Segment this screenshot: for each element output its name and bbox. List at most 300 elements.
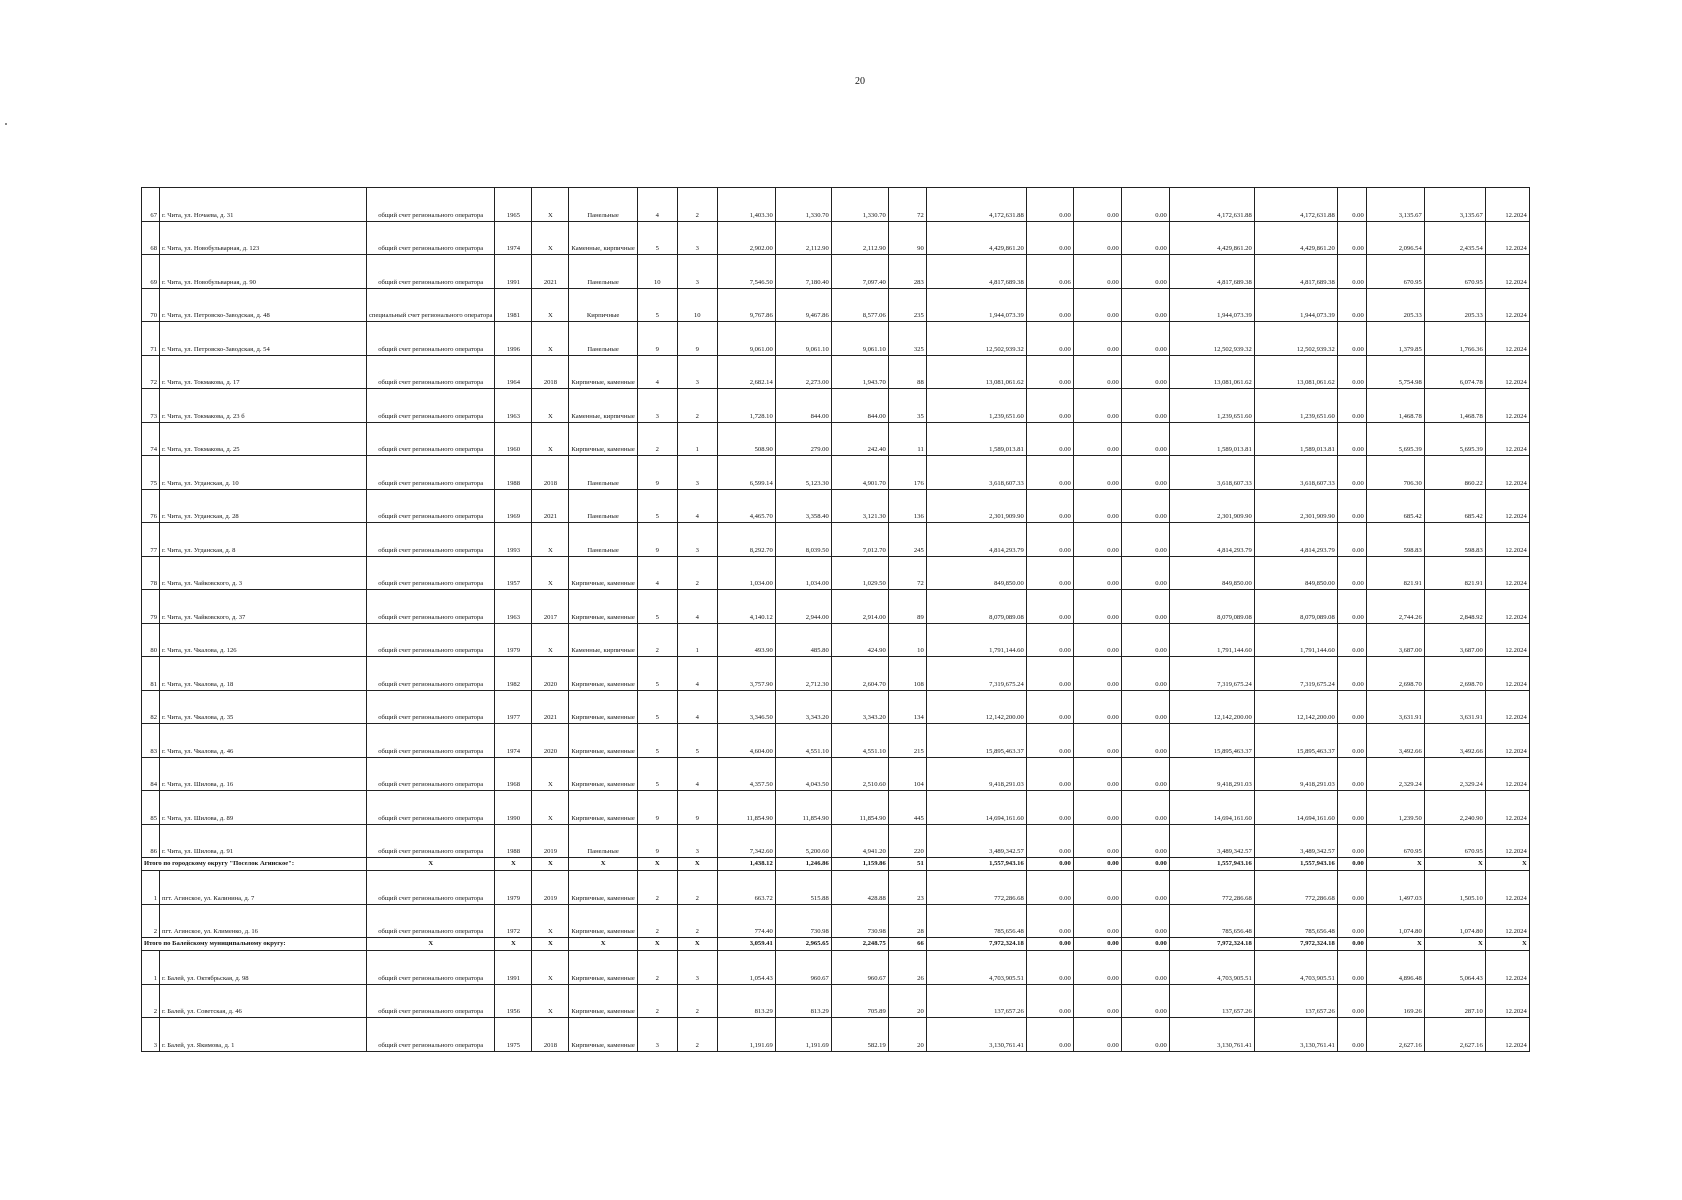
- cell-municipal-funds: 0.00: [1121, 422, 1169, 456]
- cell-municipal-funds: 0.00: [1121, 590, 1169, 624]
- cell-unit-cost: 3,631.91: [1366, 690, 1424, 724]
- cell-total-cost: 2,301,909.90: [926, 489, 1026, 523]
- cell-floors: 10: [637, 255, 677, 289]
- cell-completion-date: 12.2024: [1485, 288, 1529, 322]
- cell-row-number: 72: [142, 355, 160, 389]
- cell-federal-funds: 0.00: [1026, 188, 1073, 222]
- cell-owners-funds: 4,817,689.38: [1169, 255, 1254, 289]
- cell-regional-funds: 0.00: [1073, 188, 1121, 222]
- cell-municipal-funds: 0.00: [1121, 724, 1169, 758]
- cell-other-funds: 0.00: [1337, 1018, 1366, 1052]
- cell-federal-funds: 0.00: [1026, 657, 1073, 691]
- cell-entrances: X: [677, 938, 717, 951]
- cell-total-area: 7,342.60: [717, 824, 775, 858]
- cell-living-area: 2,712.30: [775, 657, 831, 691]
- cell-private-area: 844.00: [831, 389, 888, 423]
- cell-owners-funds-total: 9,418,291.03: [1254, 757, 1337, 791]
- cell-entrances: 4: [677, 690, 717, 724]
- cell-entrances: 3: [677, 951, 717, 985]
- cell-wall-material: Кирпичные, каменные: [569, 904, 637, 938]
- cell-account-type: общий счет регионального оператора: [367, 623, 495, 657]
- cell-entrances: 2: [677, 556, 717, 590]
- cell-total-cost: 1,239,651.60: [926, 389, 1026, 423]
- cell-address: г. Чита, ул. Чкалова, д. 35: [160, 690, 367, 724]
- cell-entrances: 3: [677, 221, 717, 255]
- cell-total-cost: 1,944,073.39: [926, 288, 1026, 322]
- cell-total-cost: 7,319,675.24: [926, 657, 1026, 691]
- cell-unit-cost-limit: 1,468.78: [1424, 389, 1485, 423]
- cell-owners-funds: 9,418,291.03: [1169, 757, 1254, 791]
- table-row: [142, 757, 1530, 791]
- cell-year-last-overhaul: X: [532, 389, 569, 423]
- cell-federal-funds: 0.00: [1026, 824, 1073, 858]
- cell-regional-funds: 0.00: [1073, 984, 1121, 1018]
- cell-wall-material: Кирпичные, каменные: [569, 791, 637, 825]
- cell-address: г. Балей, ул. Советская, д. 46: [160, 984, 367, 1018]
- cell-federal-funds: 0.00: [1026, 1018, 1073, 1052]
- cell-unit-cost: 821.91: [1366, 556, 1424, 590]
- cell-wall-material: Кирпичные, каменные: [569, 757, 637, 791]
- cell-address: пгт. Агинское, ул. Калинина, д. 7: [160, 871, 367, 905]
- cell-residents: 10: [888, 623, 926, 657]
- register-table-wrapper: [141, 187, 1530, 1052]
- cell-row-number: 68: [142, 221, 160, 255]
- cell-residents: 176: [888, 456, 926, 490]
- cell-floors: 4: [637, 556, 677, 590]
- cell-owners-funds-total: 137,657.26: [1254, 984, 1337, 1018]
- cell-completion-date: 12.2024: [1485, 824, 1529, 858]
- cell-entrances: 4: [677, 489, 717, 523]
- cell-owners-funds-total: 4,429,861.20: [1254, 221, 1337, 255]
- cell-row-number: 81: [142, 657, 160, 691]
- cell-living-area: 1,191.69: [775, 1018, 831, 1052]
- cell-federal-funds: 0.00: [1026, 757, 1073, 791]
- cell-address: г. Чита, ул. Угданская, д. 8: [160, 523, 367, 557]
- cell-total-cost: 849,850.00: [926, 556, 1026, 590]
- cell-residents: 66: [888, 938, 926, 951]
- cell-federal-funds: 0.00: [1026, 590, 1073, 624]
- cell-year-built: 1969: [495, 489, 532, 523]
- cell-address: г. Чита, ул. Шилова, д. 89: [160, 791, 367, 825]
- cell-wall-material: Кирпичные, каменные: [569, 724, 637, 758]
- cell-wall-material: Кирпичные, каменные: [569, 690, 637, 724]
- cell-residents: 72: [888, 556, 926, 590]
- cell-account-type: общий счет регионального оператора: [367, 951, 495, 985]
- cell-total-area: 2,902.00: [717, 221, 775, 255]
- cell-regional-funds: 0.00: [1073, 757, 1121, 791]
- cell-completion-date: 12.2024: [1485, 951, 1529, 985]
- table-row: [142, 355, 1530, 389]
- cell-year-last-overhaul: 2018: [532, 1018, 569, 1052]
- cell-residents: 20: [888, 1018, 926, 1052]
- cell-private-area: 4,941.20: [831, 824, 888, 858]
- scan-speck: [5, 123, 7, 125]
- cell-total-area: 9,767.86: [717, 288, 775, 322]
- cell-total-area: 4,357.50: [717, 757, 775, 791]
- cell-federal-funds: 0.00: [1026, 556, 1073, 590]
- cell-owners-funds: 12,142,200.00: [1169, 690, 1254, 724]
- cell-total-cost: 13,081,061.62: [926, 355, 1026, 389]
- register-table: [141, 187, 1530, 1052]
- cell-row-number: 82: [142, 690, 160, 724]
- cell-year-built: 1988: [495, 824, 532, 858]
- cell-owners-funds-total: 7,319,675.24: [1254, 657, 1337, 691]
- cell-year-built: 1981: [495, 288, 532, 322]
- cell-total-cost: 3,489,342.57: [926, 824, 1026, 858]
- cell-private-area: 960.67: [831, 951, 888, 985]
- table-row: [142, 984, 1530, 1018]
- cell-private-area: 1,029.50: [831, 556, 888, 590]
- cell-municipal-funds: 0.00: [1121, 188, 1169, 222]
- cell-unit-cost-limit: 1,766.36: [1424, 322, 1485, 356]
- cell-row-number: 70: [142, 288, 160, 322]
- cell-total-area: 3,346.50: [717, 690, 775, 724]
- cell-residents: 90: [888, 221, 926, 255]
- cell-private-area: 1,330.70: [831, 188, 888, 222]
- cell-completion-date: 12.2024: [1485, 188, 1529, 222]
- cell-account-type: общий счет регионального оператора: [367, 871, 495, 905]
- cell-owners-funds-total: 1,944,073.39: [1254, 288, 1337, 322]
- cell-total-area: 4,604.00: [717, 724, 775, 758]
- cell-row-number: 74: [142, 422, 160, 456]
- cell-completion-date: 12.2024: [1485, 389, 1529, 423]
- cell-unit-cost: 3,492.66: [1366, 724, 1424, 758]
- cell-unit-cost-limit: 5,064.43: [1424, 951, 1485, 985]
- cell-year-built: 1957: [495, 556, 532, 590]
- cell-account-type: общий счет регионального оператора: [367, 523, 495, 557]
- cell-floors: 4: [637, 355, 677, 389]
- cell-total-cost: 4,429,861.20: [926, 221, 1026, 255]
- cell-living-area: 730.98: [775, 904, 831, 938]
- cell-account-type: общий счет регионального оператора: [367, 824, 495, 858]
- cell-living-area: 485.80: [775, 623, 831, 657]
- cell-account-type: X: [367, 938, 495, 951]
- cell-total-cost: 14,694,161.60: [926, 791, 1026, 825]
- cell-living-area: 960.67: [775, 951, 831, 985]
- cell-regional-funds: 0.00: [1073, 556, 1121, 590]
- cell-entrances: 4: [677, 757, 717, 791]
- cell-owners-funds: 1,557,943.16: [1169, 858, 1254, 871]
- cell-unit-cost: 3,135.67: [1366, 188, 1424, 222]
- cell-total-area: 1,054.43: [717, 951, 775, 985]
- cell-completion-date: 12.2024: [1485, 523, 1529, 557]
- cell-residents: 215: [888, 724, 926, 758]
- cell-unit-cost-limit: 685.42: [1424, 489, 1485, 523]
- cell-wall-material: Кирпичные, каменные: [569, 984, 637, 1018]
- cell-year-built: 1991: [495, 951, 532, 985]
- cell-owners-funds-total: 4,814,293.79: [1254, 523, 1337, 557]
- cell-residents: 220: [888, 824, 926, 858]
- cell-wall-material: Кирпичные, каменные: [569, 590, 637, 624]
- cell-owners-funds-total: 785,656.48: [1254, 904, 1337, 938]
- cell-total-area: 813.29: [717, 984, 775, 1018]
- cell-residents: 325: [888, 322, 926, 356]
- cell-account-type: общий счет регионального оператора: [367, 590, 495, 624]
- cell-row-number: 80: [142, 623, 160, 657]
- cell-municipal-funds: 0.00: [1121, 288, 1169, 322]
- cell-owners-funds-total: 849,850.00: [1254, 556, 1337, 590]
- cell-owners-funds: 7,972,324.18: [1169, 938, 1254, 951]
- cell-residents: 245: [888, 523, 926, 557]
- cell-completion-date: 12.2024: [1485, 871, 1529, 905]
- cell-other-funds: 0.00: [1337, 951, 1366, 985]
- cell-private-area: 2,914.00: [831, 590, 888, 624]
- cell-owners-funds: 3,618,607.33: [1169, 456, 1254, 490]
- cell-municipal-funds: 0.00: [1121, 355, 1169, 389]
- cell-entrances: 1: [677, 422, 717, 456]
- cell-row-number: 78: [142, 556, 160, 590]
- cell-federal-funds: 0.00: [1026, 690, 1073, 724]
- cell-account-type: общий счет регионального оператора: [367, 255, 495, 289]
- cell-year-built: 1974: [495, 221, 532, 255]
- cell-completion-date: 12.2024: [1485, 456, 1529, 490]
- cell-entrances: 3: [677, 355, 717, 389]
- cell-total-cost: 7,972,324.18: [926, 938, 1026, 951]
- cell-unit-cost: 670.95: [1366, 824, 1424, 858]
- cell-living-area: 2,112.90: [775, 221, 831, 255]
- cell-municipal-funds: 0.00: [1121, 791, 1169, 825]
- cell-municipal-funds: 0.00: [1121, 871, 1169, 905]
- cell-regional-funds: 0.00: [1073, 590, 1121, 624]
- cell-federal-funds: 0.00: [1026, 858, 1073, 871]
- cell-private-area: 4,551.10: [831, 724, 888, 758]
- cell-private-area: 1,159.86: [831, 858, 888, 871]
- cell-municipal-funds: 0.00: [1121, 951, 1169, 985]
- cell-total-area: 2,682.14: [717, 355, 775, 389]
- cell-private-area: 7,012.70: [831, 523, 888, 557]
- cell-year-last-overhaul: X: [532, 221, 569, 255]
- cell-other-funds: 0.00: [1337, 871, 1366, 905]
- cell-other-funds: 0.00: [1337, 489, 1366, 523]
- cell-completion-date: 12.2024: [1485, 904, 1529, 938]
- cell-completion-date: 12.2024: [1485, 422, 1529, 456]
- cell-unit-cost: 2,627.16: [1366, 1018, 1424, 1052]
- cell-account-type: общий счет регионального оператора: [367, 657, 495, 691]
- cell-federal-funds: 0.00: [1026, 288, 1073, 322]
- table-row: [142, 724, 1530, 758]
- cell-regional-funds: 0.00: [1073, 724, 1121, 758]
- cell-year-last-overhaul: 2019: [532, 871, 569, 905]
- cell-floors: 9: [637, 523, 677, 557]
- cell-total-area: 663.72: [717, 871, 775, 905]
- cell-regional-funds: 0.00: [1073, 221, 1121, 255]
- cell-wall-material: Кирпичные, каменные: [569, 871, 637, 905]
- cell-entrances: 3: [677, 523, 717, 557]
- cell-account-type: общий счет регионального оператора: [367, 724, 495, 758]
- cell-living-area: 1,330.70: [775, 188, 831, 222]
- cell-completion-date: 12.2024: [1485, 221, 1529, 255]
- cell-other-funds: 0.00: [1337, 757, 1366, 791]
- table-row: [142, 623, 1530, 657]
- cell-floors: 9: [637, 791, 677, 825]
- cell-total-cost: 9,418,291.03: [926, 757, 1026, 791]
- cell-federal-funds: 0.00: [1026, 389, 1073, 423]
- cell-wall-material: Панельные: [569, 456, 637, 490]
- cell-year-last-overhaul: X: [532, 322, 569, 356]
- cell-federal-funds: 0.00: [1026, 623, 1073, 657]
- cell-entrances: 2: [677, 1018, 717, 1052]
- cell-floors: 5: [637, 288, 677, 322]
- cell-address: г. Чита, ул. Новобульварная, д. 90: [160, 255, 367, 289]
- cell-owners-funds-total: 3,489,342.57: [1254, 824, 1337, 858]
- cell-private-area: 3,343.20: [831, 690, 888, 724]
- cell-other-funds: 0.00: [1337, 938, 1366, 951]
- cell-address: г. Чита, ул. Угданская, д. 10: [160, 456, 367, 490]
- subtotal-row: [142, 938, 1530, 951]
- cell-row-number: 83: [142, 724, 160, 758]
- cell-living-area: 1,246.86: [775, 858, 831, 871]
- cell-unit-cost: 1,497.03: [1366, 871, 1424, 905]
- cell-completion-date: 12.2024: [1485, 657, 1529, 691]
- cell-federal-funds: 0.00: [1026, 724, 1073, 758]
- cell-floors: 2: [637, 984, 677, 1018]
- table-row: [142, 791, 1530, 825]
- cell-year-last-overhaul: 2020: [532, 657, 569, 691]
- cell-completion-date: 12.2024: [1485, 724, 1529, 758]
- cell-account-type: общий счет регионального оператора: [367, 221, 495, 255]
- cell-account-type: общий счет регионального оператора: [367, 389, 495, 423]
- cell-residents: 235: [888, 288, 926, 322]
- cell-floors: 3: [637, 389, 677, 423]
- cell-owners-funds: 1,791,144.60: [1169, 623, 1254, 657]
- cell-federal-funds: 0.00: [1026, 951, 1073, 985]
- cell-municipal-funds: 0.00: [1121, 255, 1169, 289]
- cell-entrances: 1: [677, 623, 717, 657]
- cell-row-number: 69: [142, 255, 160, 289]
- cell-unit-cost: 1,379.85: [1366, 322, 1424, 356]
- cell-private-area: 4,901.70: [831, 456, 888, 490]
- table-row: [142, 322, 1530, 356]
- cell-completion-date: 12.2024: [1485, 1018, 1529, 1052]
- cell-row-number: 1: [142, 951, 160, 985]
- cell-total-cost: 4,703,905.51: [926, 951, 1026, 985]
- cell-unit-cost-limit: X: [1424, 938, 1485, 951]
- cell-unit-cost-limit: X: [1424, 858, 1485, 871]
- cell-entrances: 9: [677, 791, 717, 825]
- table-row: [142, 221, 1530, 255]
- cell-year-last-overhaul: 2018: [532, 456, 569, 490]
- cell-address: г. Чита, ул. Чайковского, д. 37: [160, 590, 367, 624]
- cell-regional-funds: 0.00: [1073, 858, 1121, 871]
- cell-total-area: 6,599.14: [717, 456, 775, 490]
- cell-account-type: общий счет регионального оператора: [367, 489, 495, 523]
- cell-wall-material: Панельные: [569, 188, 637, 222]
- cell-completion-date: 12.2024: [1485, 757, 1529, 791]
- cell-floors: 5: [637, 724, 677, 758]
- cell-floors: X: [637, 858, 677, 871]
- cell-regional-funds: 0.00: [1073, 422, 1121, 456]
- cell-total-area: 7,546.50: [717, 255, 775, 289]
- cell-living-area: 3,358.40: [775, 489, 831, 523]
- cell-municipal-funds: 0.00: [1121, 389, 1169, 423]
- table-row: [142, 690, 1530, 724]
- cell-total-area: 11,854.90: [717, 791, 775, 825]
- subtotal-label: Итого по городскому округу "Поселок Агинское":: [142, 858, 367, 871]
- cell-private-area: 2,248.75: [831, 938, 888, 951]
- cell-private-area: 428.88: [831, 871, 888, 905]
- cell-owners-funds-total: 1,791,144.60: [1254, 623, 1337, 657]
- cell-year-last-overhaul: X: [532, 984, 569, 1018]
- cell-private-area: 705.89: [831, 984, 888, 1018]
- cell-other-funds: 0.00: [1337, 791, 1366, 825]
- cell-wall-material: Кирпичные, каменные: [569, 657, 637, 691]
- cell-regional-funds: 0.00: [1073, 523, 1121, 557]
- cell-municipal-funds: 0.00: [1121, 523, 1169, 557]
- cell-unit-cost-limit: 2,240.90: [1424, 791, 1485, 825]
- cell-row-number: 84: [142, 757, 160, 791]
- cell-row-number: 1: [142, 871, 160, 905]
- table-row: [142, 489, 1530, 523]
- cell-unit-cost-limit: 2,329.24: [1424, 757, 1485, 791]
- cell-owners-funds: 849,850.00: [1169, 556, 1254, 590]
- cell-other-funds: 0.00: [1337, 422, 1366, 456]
- cell-unit-cost-limit: 598.83: [1424, 523, 1485, 557]
- cell-living-area: 4,551.10: [775, 724, 831, 758]
- cell-floors: 2: [637, 871, 677, 905]
- cell-entrances: 3: [677, 824, 717, 858]
- cell-private-area: 1,943.70: [831, 355, 888, 389]
- cell-account-type: общий счет регионального оператора: [367, 188, 495, 222]
- cell-floors: 9: [637, 824, 677, 858]
- cell-address: г. Чита, ул. Чайковского, д. 3: [160, 556, 367, 590]
- cell-owners-funds: 3,130,761.41: [1169, 1018, 1254, 1052]
- cell-floors: 2: [637, 422, 677, 456]
- cell-owners-funds-total: 15,895,463.37: [1254, 724, 1337, 758]
- cell-year-built: 1964: [495, 355, 532, 389]
- cell-federal-funds: 0.00: [1026, 322, 1073, 356]
- cell-regional-funds: 0.00: [1073, 824, 1121, 858]
- cell-row-number: 2: [142, 904, 160, 938]
- cell-total-cost: 4,172,631.88: [926, 188, 1026, 222]
- cell-living-area: 8,039.50: [775, 523, 831, 557]
- cell-other-funds: 0.00: [1337, 556, 1366, 590]
- cell-owners-funds-total: 13,081,061.62: [1254, 355, 1337, 389]
- cell-row-number: 86: [142, 824, 160, 858]
- cell-total-cost: 137,657.26: [926, 984, 1026, 1018]
- cell-entrances: 9: [677, 322, 717, 356]
- cell-year-built: X: [495, 938, 532, 951]
- table-row: [142, 951, 1530, 985]
- cell-owners-funds: 137,657.26: [1169, 984, 1254, 1018]
- table-row: [142, 904, 1530, 938]
- cell-owners-funds: 785,656.48: [1169, 904, 1254, 938]
- cell-other-funds: 0.00: [1337, 904, 1366, 938]
- cell-owners-funds-total: 8,079,089.08: [1254, 590, 1337, 624]
- cell-unit-cost: 5,695.39: [1366, 422, 1424, 456]
- cell-row-number: 76: [142, 489, 160, 523]
- cell-private-area: 3,121.30: [831, 489, 888, 523]
- cell-year-last-overhaul: X: [532, 951, 569, 985]
- cell-municipal-funds: 0.00: [1121, 904, 1169, 938]
- cell-living-area: 279.00: [775, 422, 831, 456]
- table-row: [142, 590, 1530, 624]
- cell-living-area: 4,043.50: [775, 757, 831, 791]
- cell-private-area: 7,097.40: [831, 255, 888, 289]
- cell-living-area: 5,200.60: [775, 824, 831, 858]
- cell-regional-funds: 0.00: [1073, 791, 1121, 825]
- cell-year-last-overhaul: 2017: [532, 590, 569, 624]
- cell-unit-cost-limit: 821.91: [1424, 556, 1485, 590]
- cell-regional-funds: 0.00: [1073, 255, 1121, 289]
- cell-regional-funds: 0.00: [1073, 389, 1121, 423]
- cell-federal-funds: 0.00: [1026, 938, 1073, 951]
- cell-completion-date: 12.2024: [1485, 690, 1529, 724]
- cell-year-built: 1979: [495, 871, 532, 905]
- cell-other-funds: 0.00: [1337, 858, 1366, 871]
- cell-account-type: общий счет регионального оператора: [367, 422, 495, 456]
- cell-other-funds: 0.00: [1337, 657, 1366, 691]
- cell-owners-funds: 13,081,061.62: [1169, 355, 1254, 389]
